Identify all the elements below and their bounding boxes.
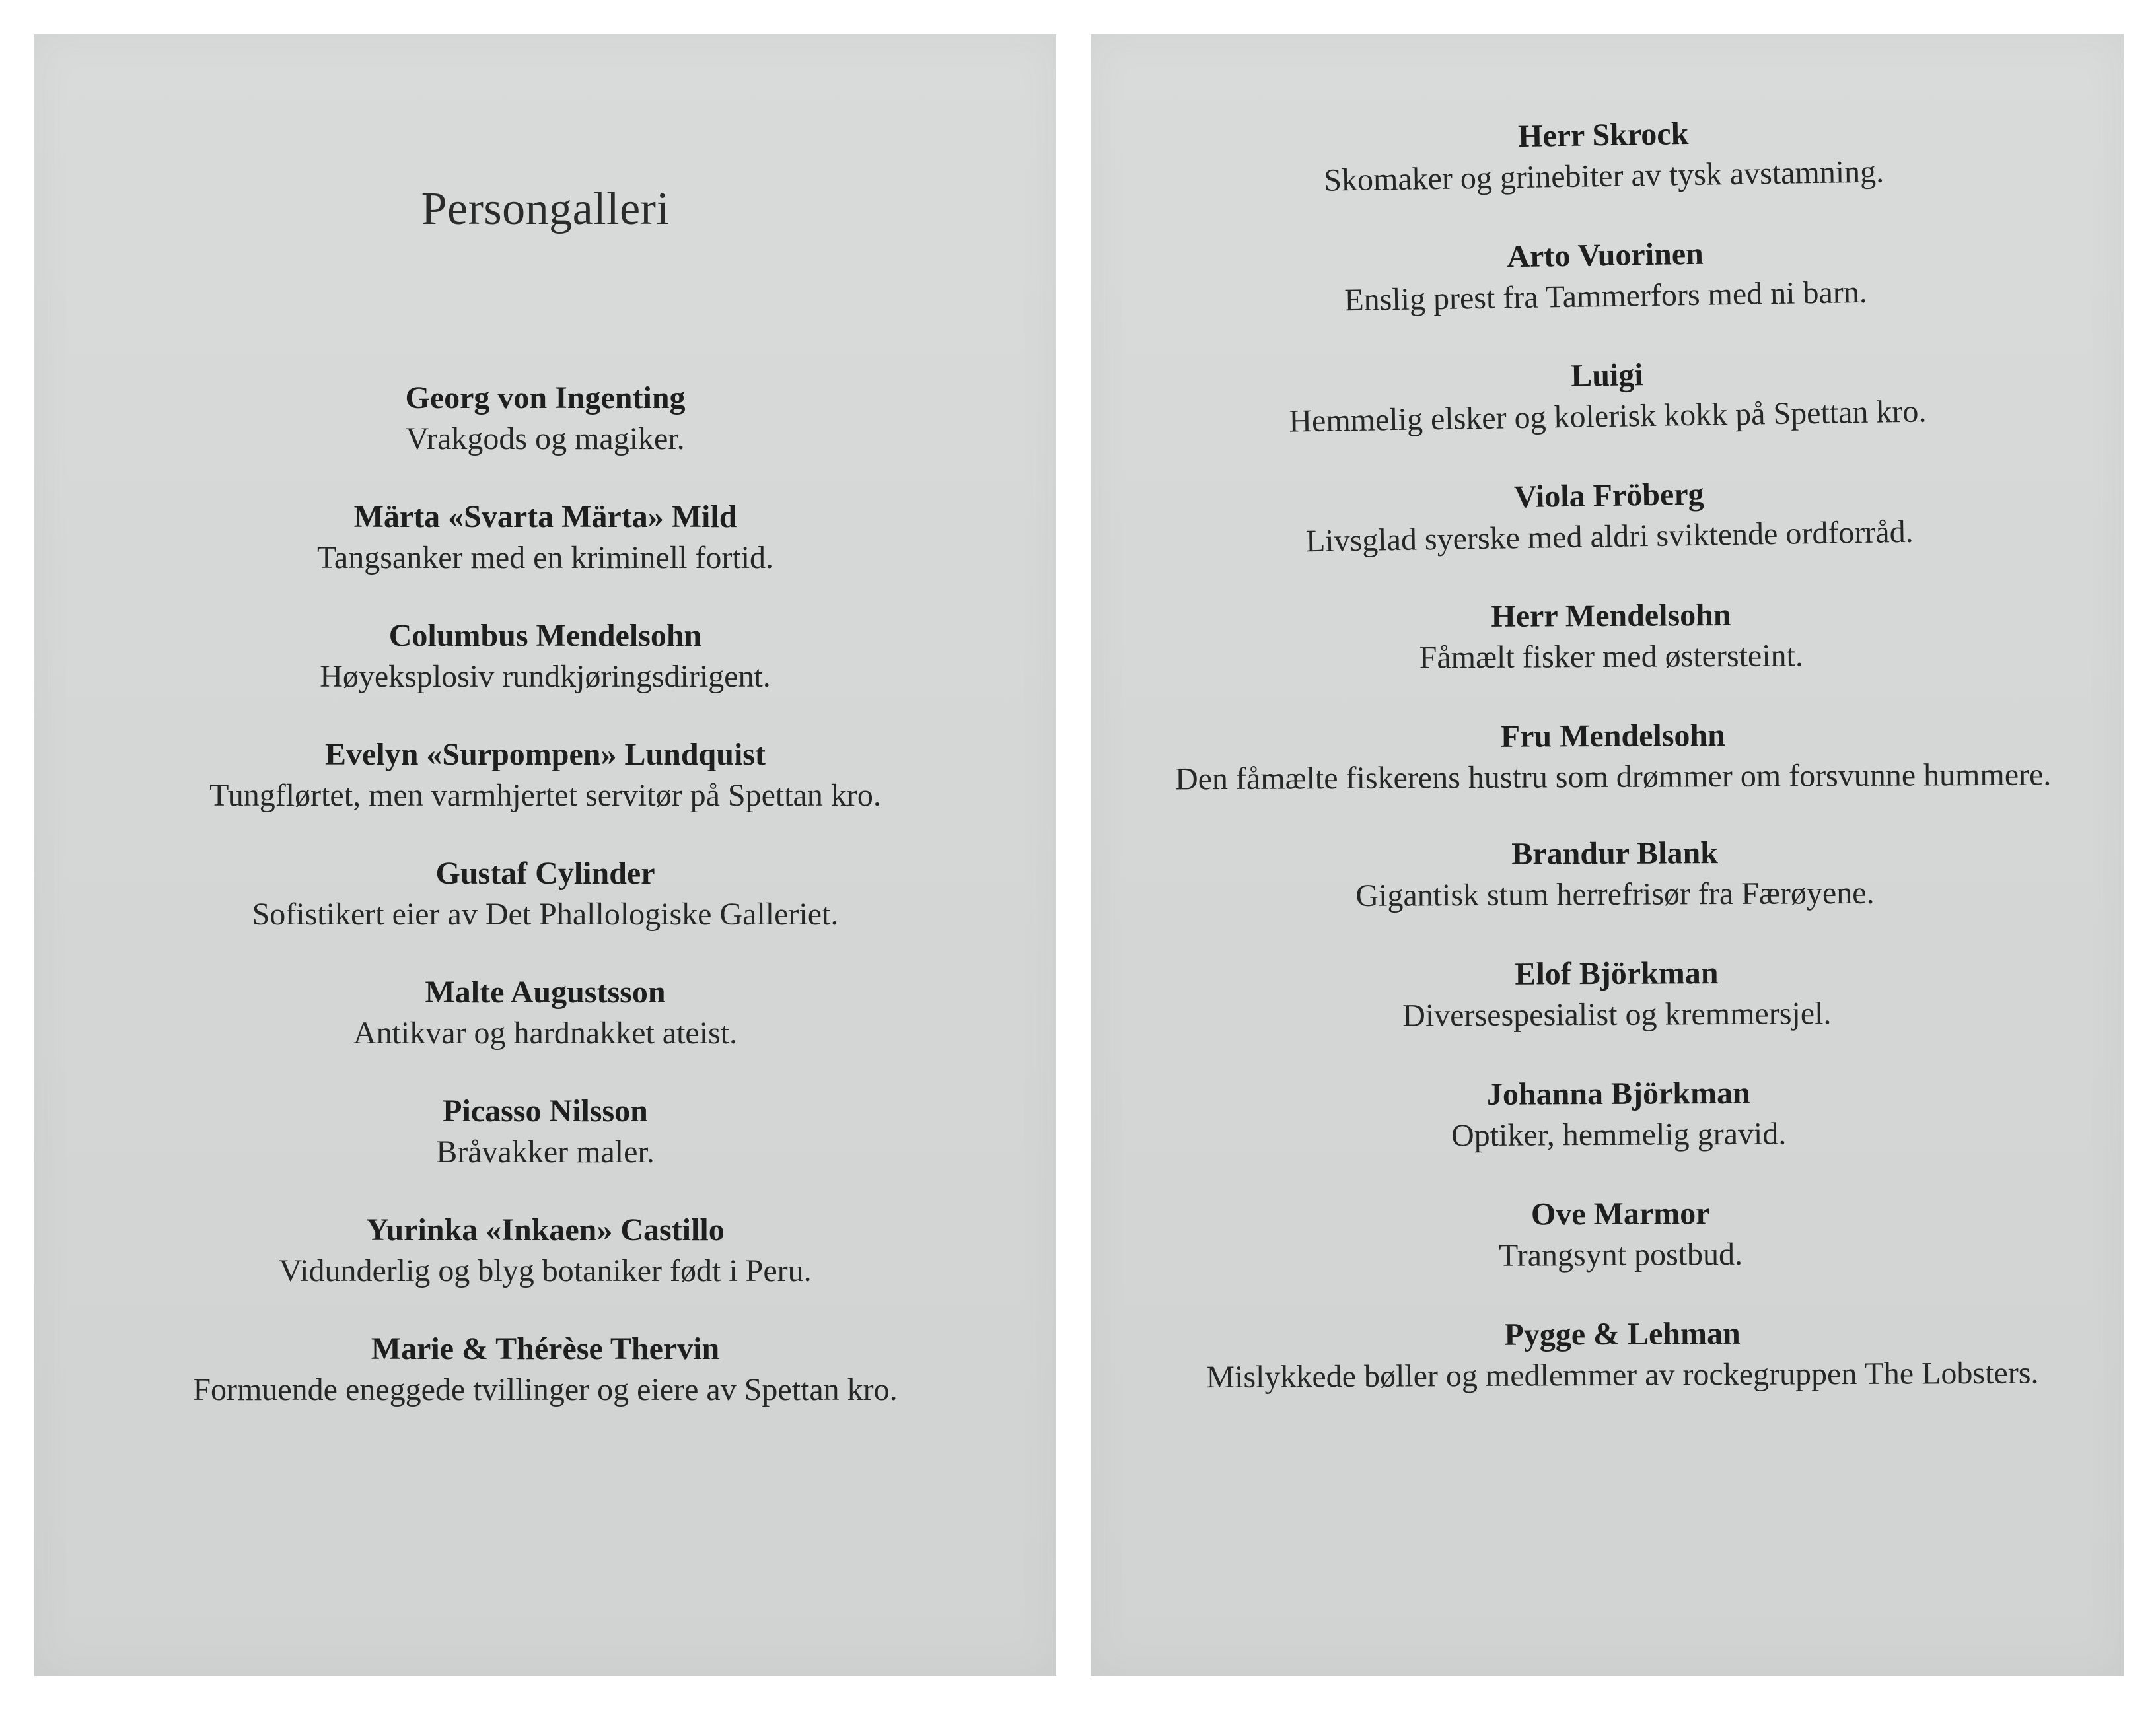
list-item [1091,227,2122,326]
character-name: Yurinka «Inkaen» Castillo [366,1212,725,1247]
list-item [1102,1071,2124,1158]
list-item [34,1329,1056,1411]
character-description: Antikvar og hardnakket ateist. [353,1016,738,1051]
character-name: Fru Mendelsohn [1500,718,1725,754]
character-description: Fåmælt fisker med østersteint. [1419,638,1804,676]
character-description: Sofistikert eier av Det Phallologiske Galleriet. [252,897,839,932]
character-name: Johanna Björkman [1486,1075,1750,1112]
list-item [1100,951,2124,1038]
character-description: Bråvakker maler. [436,1134,655,1169]
character-name: Brandur Blank [1511,835,1719,872]
character-description: Trangsynt postbud. [1498,1236,1743,1273]
page-title: Persongalleri [421,184,670,234]
character-name: Malte Augustsson [425,975,666,1010]
character-list-left [34,378,1056,1447]
character-description: Gigantisk stum herrefrisør fra Færøyene. [1355,875,1875,913]
list-item [1092,468,2124,566]
list-item [34,853,1056,935]
character-description: Skomaker og grinebiter av tysk avstamning. [1323,154,1885,198]
list-item [1096,713,2124,800]
list-item [34,972,1056,1054]
character-name: Herr Mendelsohn [1491,598,1731,634]
list-item [34,734,1056,816]
list-item [34,1210,1056,1292]
character-description: Optiker, hemmelig gravid. [1451,1116,1787,1154]
character-name: Gustaf Cylinder [435,856,655,891]
character-name: Picasso Nilsson [443,1094,648,1129]
character-description: Høyeksplosiv rundkjøringsdirigent. [320,659,771,694]
character-description: Hemmelig elsker og kolerisk kokk på Spettan kro. [1288,394,1927,439]
list-item [1091,347,2124,446]
character-description: Mislykkede bøller og medlemmer av rockegruppen The Lobsters. [1206,1355,2039,1395]
character-name: Pygge & Lehman [1504,1315,1741,1352]
character-name: Marie & Thérèse Thervin [371,1331,720,1366]
list-item [1091,107,2121,205]
character-description: Vrakgods og magiker. [406,421,685,456]
character-name: Georg von Ingenting [405,380,686,415]
list-item [1106,1311,2124,1399]
character-description: Vidunderlig og blyg botaniker født i Peru. [279,1253,812,1288]
list-item [34,497,1056,578]
character-name: Herr Skrock [1517,116,1689,155]
character-description: Enslig prest fra Tammerfors med ni barn. [1344,274,1868,318]
character-description: Livsglad syerske med aldri sviktende ordforråd. [1305,514,1914,559]
character-description: Tangsanker med en kriminell fortid. [316,540,774,575]
character-description: Tungflørtet, men varmhjertet servitør på Spettan kro. [209,778,881,813]
character-name: Columbus Mendelsohn [388,618,702,653]
list-item [1098,831,2124,918]
character-name: Elof Björkman [1515,956,1719,992]
character-name: Luigi [1570,357,1644,394]
character-name: Evelyn «Surpompen» Lundquist [325,737,766,772]
character-name: Märta «Svarta Märta» Mild [353,499,737,534]
right-page [1091,34,2124,1676]
list-item [1104,1191,2124,1278]
list-item [34,378,1056,460]
list-item [34,1091,1056,1173]
character-name: Arto Vuorinen [1506,236,1704,275]
list-item [34,615,1056,697]
character-description: Diversespesialist og kremmersjel. [1402,996,1832,1033]
list-item [1095,593,2124,680]
character-description: Formuende eneggede tvillinger og eiere av Spettan kro. [193,1372,898,1407]
left-page [34,34,1056,1676]
character-description: Den fåmælte fiskerens hustru som drømmer om forsvunne hummere. [1174,757,2052,797]
character-name: Viola Fröberg [1513,476,1704,515]
character-name: Ove Marmor [1530,1196,1710,1232]
character-list-right [1091,107,2124,1440]
